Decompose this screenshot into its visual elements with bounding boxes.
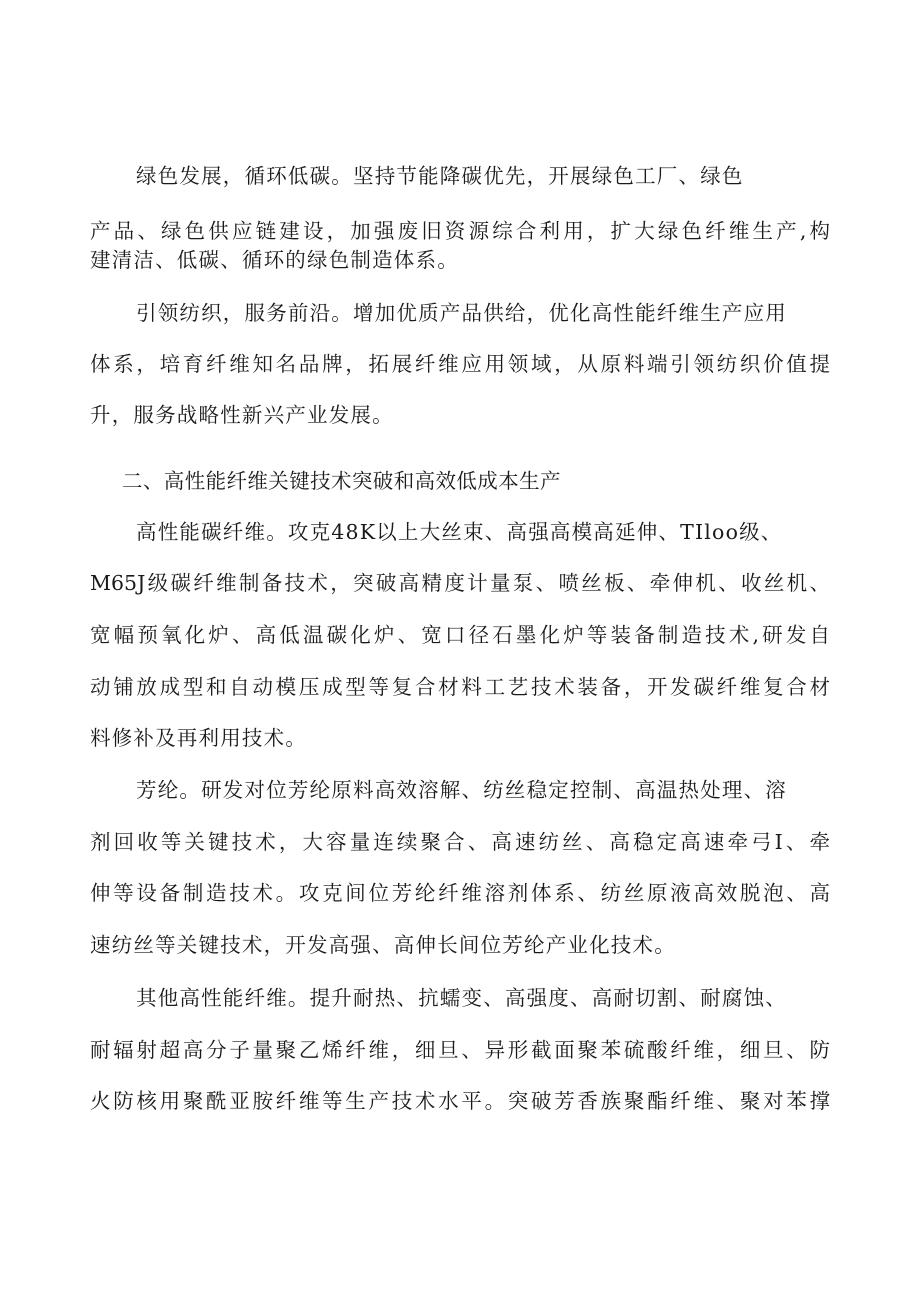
section-heading: 二、高性能纤维关键技术突破和高效低成本生产 bbox=[122, 469, 561, 493]
aramid-line-2: 剂回收等关键技术，大容量连续聚合、高速纺丝、高稳定高速牵弓I、牵 bbox=[90, 830, 830, 854]
textile-paragraph-line-1: 引领纺织，服务前沿。增加优质产品供给，优化高性能纤维生产应用 bbox=[136, 301, 787, 325]
carbon-fiber-line-4: 动铺放成型和自动模压成型等复合材料工艺技术装备，开发碳纤维复合材 bbox=[90, 675, 830, 699]
carbon-fiber-line-5: 料修补及再利用技术。 bbox=[90, 726, 307, 750]
green-paragraph-line-2: 产品、绿色供应链建设，加强废旧资源综合利用，扩大绿色纤维生产,构 bbox=[90, 219, 830, 243]
aramid-line-4: 速纺丝等关键技术，开发高强、高伸长间位芳纶产业化技术。 bbox=[90, 933, 676, 957]
other-fiber-line-1: 其他高性能纤维。提升耐热、抗蠕变、高强度、高耐切割、耐腐蚀、 bbox=[136, 986, 787, 1010]
textile-paragraph-line-3: 升，服务战略性新兴产业发展。 bbox=[90, 403, 394, 427]
carbon-fiber-line-3: 宽幅预氧化炉、高低温碳化炉、宽口径石墨化炉等装备制造技术,研发自 bbox=[90, 623, 830, 647]
other-fiber-line-3: 火防核用聚酰亚胺纤维等生产技术水平。突破芳香族聚酯纤维、聚对苯撑 bbox=[90, 1089, 830, 1113]
other-fiber-line-2: 耐辐射超高分子量聚乙烯纤维，细旦、异形截面聚苯硫酸纤维，细旦、防 bbox=[90, 1038, 830, 1062]
green-paragraph-line-3: 建清洁、低碳、循环的绿色制造体系。 bbox=[90, 248, 459, 272]
carbon-fiber-line-2: M65J级碳纤维制备技术，突破高精度计量泵、喷丝板、牵伸机、收丝机、 bbox=[90, 571, 830, 595]
textile-paragraph-line-2: 体系，培育纤维知名品牌，拓展纤维应用领域，从原料端引领纺织价值提 bbox=[90, 352, 830, 376]
carbon-fiber-line-1: 高性能碳纤维。攻克48K以上大丝束、高强高模高延伸、TIloo级、 bbox=[136, 520, 783, 544]
aramid-line-1: 芳纶。研发对位芳纶原料高效溶解、纺丝稳定控制、高温热处理、溶 bbox=[136, 778, 787, 802]
aramid-line-3: 伸等设备制造技术。攻克间位芳纶纤维溶剂体系、纺丝原液高效脱泡、高 bbox=[90, 881, 830, 905]
green-paragraph-line-1: 绿色发展，循环低碳。坚持节能降碳优先，开展绿色工厂、绿色 bbox=[136, 164, 744, 188]
